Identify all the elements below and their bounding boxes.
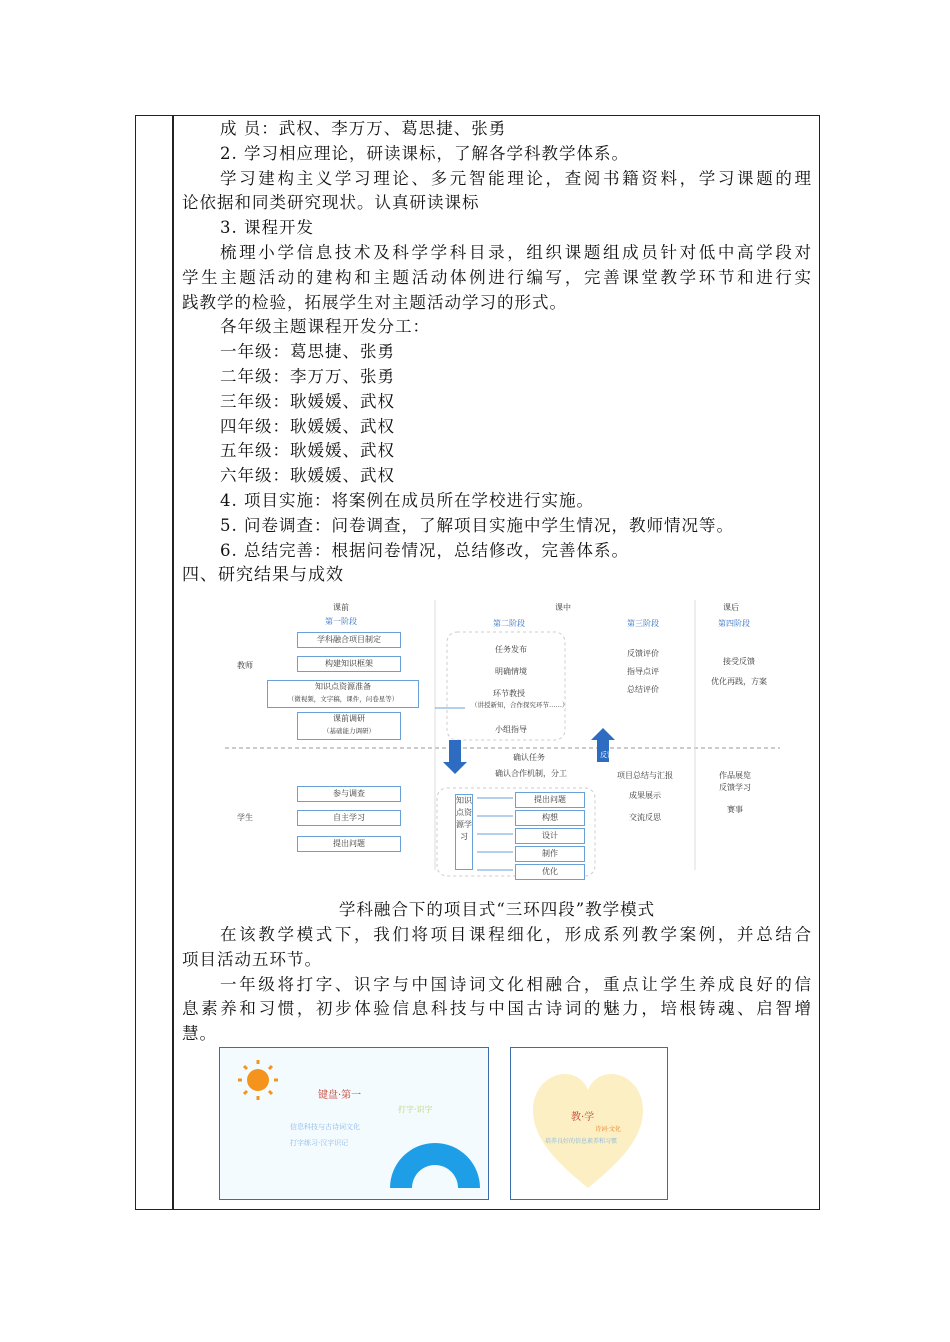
table-column-divider	[172, 115, 174, 1210]
teacher-box-2: 构建知识框架	[297, 656, 401, 672]
arrow-feedback-label: 反馈	[600, 751, 614, 759]
label-stage-4: 第四阶段	[718, 619, 750, 628]
teacher-box-1: 学科融合项目制定	[297, 632, 401, 648]
grade-2: 二年级：李万万、张勇	[220, 366, 395, 386]
paragraph-4-line-2: 项目活动五环节。	[182, 949, 322, 969]
student-resource-vertical: 知识点资源学习	[455, 794, 473, 870]
grade-4: 四年级：耿媛媛、武权	[220, 416, 395, 436]
student-box-2: 自主学习	[297, 810, 401, 826]
student-box-3: 提出问题	[297, 836, 401, 852]
label-in-class: 课中	[555, 603, 571, 612]
paragraph-5-line-2: 息素养和习惯，初步体验信息科技与中国古诗词的魅力，培根铸魂、启智增	[182, 999, 812, 1019]
lesson-image-1	[219, 1047, 489, 1200]
figure-caption: 学科融合下的项目式“三环四段”教学模式	[338, 900, 656, 920]
paragraph-4-line-1: 在该教学模式下，我们将项目课程细化，形成系列教学案例，并总结合	[220, 924, 812, 944]
mid-item-4: 小组指导	[495, 725, 527, 734]
arrow-guide-label: 指导	[452, 733, 466, 741]
item-2: 2. 学习相应理论，研读课标，了解各学科教学体系。	[220, 143, 629, 163]
confirm-task: 确认任务	[513, 753, 545, 762]
confirm-mechanism: 确认合作机制，分工	[495, 769, 567, 778]
stage3-teacher-1: 反馈评价	[627, 649, 659, 658]
image1-subtitle: 打字·识字	[398, 1105, 433, 1114]
image1-title: 键盘·第一	[318, 1090, 362, 1101]
label-stage-2: 第二阶段	[493, 619, 525, 628]
paragraph-5-line-3: 慧。	[182, 1024, 217, 1044]
student-step-1: 提出问题	[515, 792, 585, 808]
division-title: 各年级主题课程开发分工：	[220, 317, 430, 337]
item-5: 5. 问卷调查：问卷调查，了解项目实施中学生情况，教师情况等。	[220, 515, 734, 535]
paragraph-3-line-2: 学生主题活动的建构和主题活动体例进行编写，完善课堂教学环节和进行实	[182, 267, 812, 287]
lesson-image-2	[510, 1047, 668, 1200]
label-post-class: 课后	[723, 603, 739, 612]
stage4-student-1: 作品展览	[719, 771, 751, 780]
section-heading-4: 四、研究结果与成效	[182, 565, 344, 586]
stage3-student-3: 交流反思	[629, 813, 661, 822]
paragraph-3-line-1: 梳理小学信息技术及科学学科目录，组织课题组成员针对低中高学段对	[220, 242, 812, 262]
document-body	[182, 117, 812, 1047]
grade-6: 六年级：耿媛媛、武权	[220, 466, 395, 486]
item-6: 6. 总结完善：根据问卷情况，总结修改，完善体系。	[220, 540, 629, 560]
paragraph-5-line-1: 一年级将打字、识字与中国诗词文化相融合，重点让学生养成良好的信	[220, 974, 812, 994]
stage3-student-2: 成果展示	[629, 791, 661, 800]
student-step-5: 优化	[515, 864, 585, 880]
image1-line-1: 信息科技与古诗词文化	[290, 1123, 360, 1131]
student-box-1: 参与调查	[297, 786, 401, 802]
paragraph-2-line-1: 学习建构主义学习理论、多元智能理论，查阅书籍资料，学习课题的理	[220, 168, 812, 188]
item-3: 3. 课程开发	[220, 218, 314, 238]
stage3-teacher-3: 总结评价	[627, 685, 659, 694]
grade-5: 五年级：耿媛媛、武权	[220, 441, 395, 461]
teaching-model-diagram	[225, 590, 780, 880]
student-step-4: 制作	[515, 846, 585, 862]
image2-subtitle: 诗词·文化	[595, 1126, 621, 1133]
mid-item-1: 任务发布	[495, 645, 527, 654]
paragraph-2-line-2: 论依据和同类研究现状。认真研读课标	[182, 193, 480, 213]
image2-title: 教·学	[571, 1112, 595, 1123]
paragraph-3-line-3: 践教学的检验，拓展学生对主题活动学习的形式。	[182, 292, 567, 312]
mid-item-2: 明确情境	[495, 667, 527, 676]
heart-graphic	[511, 1048, 666, 1198]
mid-item-3-sub: （讲授新知，合作探究环节……）	[471, 701, 569, 709]
stage3-teacher-2: 指导点评	[627, 667, 659, 676]
student-step-2: 构想	[515, 810, 585, 826]
teacher-box-4: 课前调研 （基础能力调研）	[297, 712, 401, 740]
grade-3: 三年级：耿媛媛、武权	[220, 391, 395, 411]
mid-item-3: 环节教授	[493, 689, 525, 698]
members-line: 成 员：武权、李万万、葛思捷、张勇	[220, 119, 507, 138]
image2-line: 培养良好的信息素养和习惯	[545, 1138, 618, 1145]
student-step-3: 设计	[515, 828, 585, 844]
stage4-teacher-2: 优化再践，方案	[711, 677, 767, 686]
label-teacher: 教师	[237, 661, 253, 670]
stage3-student-1: 项目总结与汇报	[617, 771, 673, 780]
label-stage-1: 第一阶段	[325, 617, 357, 626]
teacher-box-3: 知识点资源准备 （微视频，文字稿，课件，问卷星等）	[267, 680, 419, 708]
grade-1: 一年级：葛思捷、张勇	[220, 342, 395, 362]
stage4-student-3: 赛事	[727, 805, 743, 814]
label-pre-class: 课前	[333, 603, 349, 612]
label-student: 学生	[237, 813, 253, 822]
stage4-student-2: 反馈学习	[719, 783, 751, 792]
label-stage-3: 第三阶段	[627, 619, 659, 628]
stage4-teacher-1: 接受反馈	[723, 657, 755, 666]
item-4: 4. 项目实施：将案例在成员所在学校进行实施。	[220, 490, 594, 510]
image1-line-2: 打字练习·汉字识记	[290, 1139, 349, 1147]
